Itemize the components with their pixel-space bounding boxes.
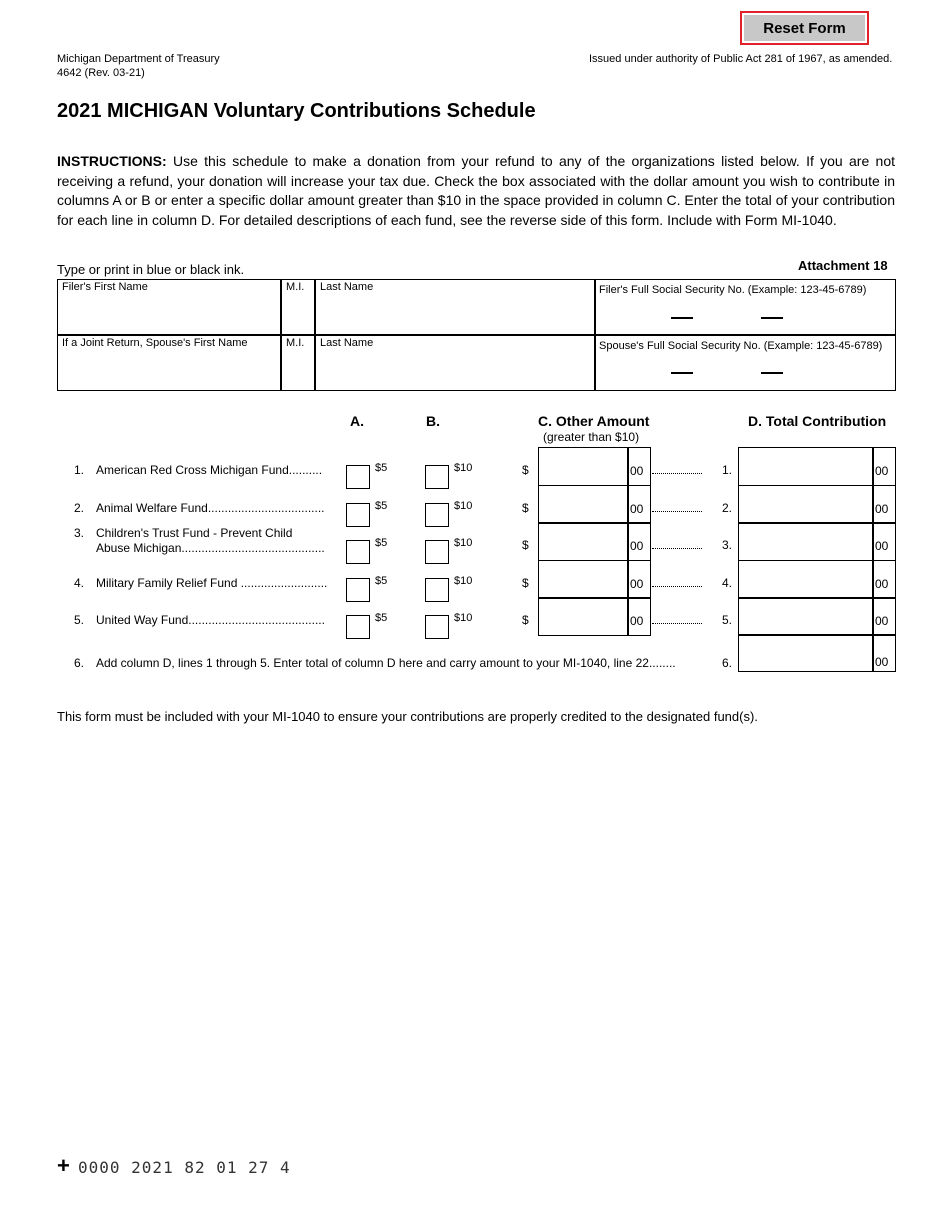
line-6-number: 6. (74, 656, 85, 670)
line-5-a-amount: $5 (375, 612, 388, 624)
line-6-label: Add column D, lines 1 through 5. Enter total of column D here and carry amount to your MI-1040, line 22........ (96, 656, 676, 670)
line-1-b-checkbox[interactable] (425, 465, 449, 489)
line-5-dollar: $ (522, 613, 529, 627)
line-4-b-checkbox[interactable] (425, 578, 449, 602)
spouse-mi-field[interactable]: M.I. (286, 337, 305, 349)
leader-dots (652, 511, 702, 512)
filer-ssn-field[interactable]: Filer's Full Social Security No. (Example: 123-45-6789) (599, 284, 867, 296)
line-2-label: Animal Welfare Fund................................... (96, 500, 325, 515)
line-2-a-checkbox[interactable] (346, 503, 370, 527)
filer-last-name-field[interactable]: Last Name (320, 281, 374, 293)
filer-first-name-field[interactable]: Filer's First Name (62, 281, 148, 293)
line-4-d-cents: 00 (875, 576, 889, 591)
instructions-lead: INSTRUCTIONS: (57, 153, 167, 169)
column-c-header: C. Other Amount (538, 413, 650, 429)
line-1-a-checkbox[interactable] (346, 465, 370, 489)
column-c-subheader: (greater than $10) (543, 430, 640, 444)
form-number: 4642 (Rev. 03-21) (57, 67, 145, 79)
line-4-d-number: 4. (722, 575, 733, 590)
line-3-a-amount: $5 (375, 537, 388, 549)
line-4-a-checkbox[interactable] (346, 578, 370, 602)
line-5-d-cents: 00 (875, 614, 889, 628)
line-1-c-cents: 00 (630, 464, 644, 478)
line-3-a-checkbox[interactable] (346, 540, 370, 564)
line-4-label: Military Family Relief Fund .......................... (96, 575, 328, 590)
leader-dots (652, 586, 702, 587)
leader-dots (652, 473, 702, 474)
attachment-number: Attachment 18 (798, 258, 888, 273)
line-2-b-checkbox[interactable] (425, 503, 449, 527)
line-3-d-number: 3. (722, 538, 733, 552)
leader-dots (652, 623, 702, 624)
line-5-d-number: 5. (722, 613, 733, 627)
line-5-a-checkbox[interactable] (346, 615, 370, 639)
line-4-c-cents: 00 (630, 576, 644, 591)
line-2-dollar: $ (522, 500, 529, 515)
plus-icon: + (57, 1153, 70, 1178)
leader-dots (652, 548, 702, 549)
line-3-number: 3. (74, 526, 85, 540)
spouse-ssn-field[interactable]: Spouse's Full Social Security No. (Example: 123-45-6789) (599, 340, 883, 352)
authority: Issued under authority of Public Act 281 of 1967, as amended. (589, 53, 893, 65)
line-1-b-amount: $10 (454, 462, 473, 474)
line-1-label: American Red Cross Michigan Fund.......... (96, 463, 323, 477)
instructions-text: Use this schedule to make a donation from your refund to any of the organizations listed below. If you are not receiving a refund, your donation will increase your tax due. Check the box associated with the dollar amount you wish to contribute in columns A or B or enter a specific dollar amount greater than $10 in the space provided in column C. Enter the total of your contribution for each line in column D. For detailed descriptions of each fund, see the reverse side of this form. Include with Form MI-1040. (57, 153, 895, 228)
line-5-number: 5. (74, 613, 85, 627)
column-b-header: B. (426, 413, 440, 429)
line-1-dollar: $ (522, 463, 529, 477)
page-title: 2021 MICHIGAN Voluntary Contributions Schedule (57, 100, 536, 122)
line-2-c-cents: 00 (630, 501, 644, 516)
line-5-b-amount: $10 (454, 612, 473, 624)
line-1-d-number: 1. (722, 463, 733, 477)
line-6-d-number: 6. (722, 656, 733, 670)
line-3-label-cont: Abuse Michigan........................................... (96, 541, 325, 555)
line-3-c-cents: 00 (630, 539, 644, 553)
line-5-label: United Way Fund......................................... (96, 613, 325, 627)
footer-note: This form must be included with your MI-1040 to ensure your contributions are properly credited to the designated fund(s). (57, 709, 758, 724)
line-4-b-amount: $10 (454, 574, 473, 587)
line-3-b-checkbox[interactable] (425, 540, 449, 564)
spouse-first-name-field[interactable]: If a Joint Return, Spouse's First Name (62, 337, 248, 349)
line-6-cents: 00 (875, 655, 889, 669)
column-a-header: A. (350, 413, 364, 429)
line-2-d-number: 2. (722, 500, 733, 515)
line-4-a-amount: $5 (375, 574, 388, 587)
line-3-d-cents: 00 (875, 539, 889, 553)
department: Michigan Department of Treasury (57, 53, 220, 65)
barcode-number: 0000 2021 82 01 27 4 (78, 1158, 291, 1177)
line-2-number: 2. (74, 500, 85, 515)
line-1-number: 1. (74, 463, 85, 477)
line-3-label: Children's Trust Fund - Prevent Child (96, 526, 293, 540)
ink-note: Type or print in blue or black ink. (57, 262, 245, 277)
line-3-b-amount: $10 (454, 537, 473, 549)
line-2-d-cents: 00 (875, 501, 889, 516)
line-2-b-amount: $10 (454, 499, 473, 512)
line-1-a-amount: $5 (375, 462, 388, 474)
line-5-c-cents: 00 (630, 614, 644, 628)
column-d-header: D. Total Contribution (748, 413, 887, 429)
filer-mi-field[interactable]: M.I. (286, 281, 305, 293)
reset-form-button[interactable]: Reset Form (740, 11, 869, 45)
line-1-d-cents: 00 (875, 464, 889, 478)
line-4-number: 4. (74, 575, 85, 590)
line-2-a-amount: $5 (375, 499, 388, 512)
spouse-last-name-field[interactable]: Last Name (320, 337, 374, 349)
line-4-dollar: $ (522, 575, 529, 590)
line-5-b-checkbox[interactable] (425, 615, 449, 639)
instructions (57, 152, 895, 230)
line-3-dollar: $ (522, 538, 529, 552)
